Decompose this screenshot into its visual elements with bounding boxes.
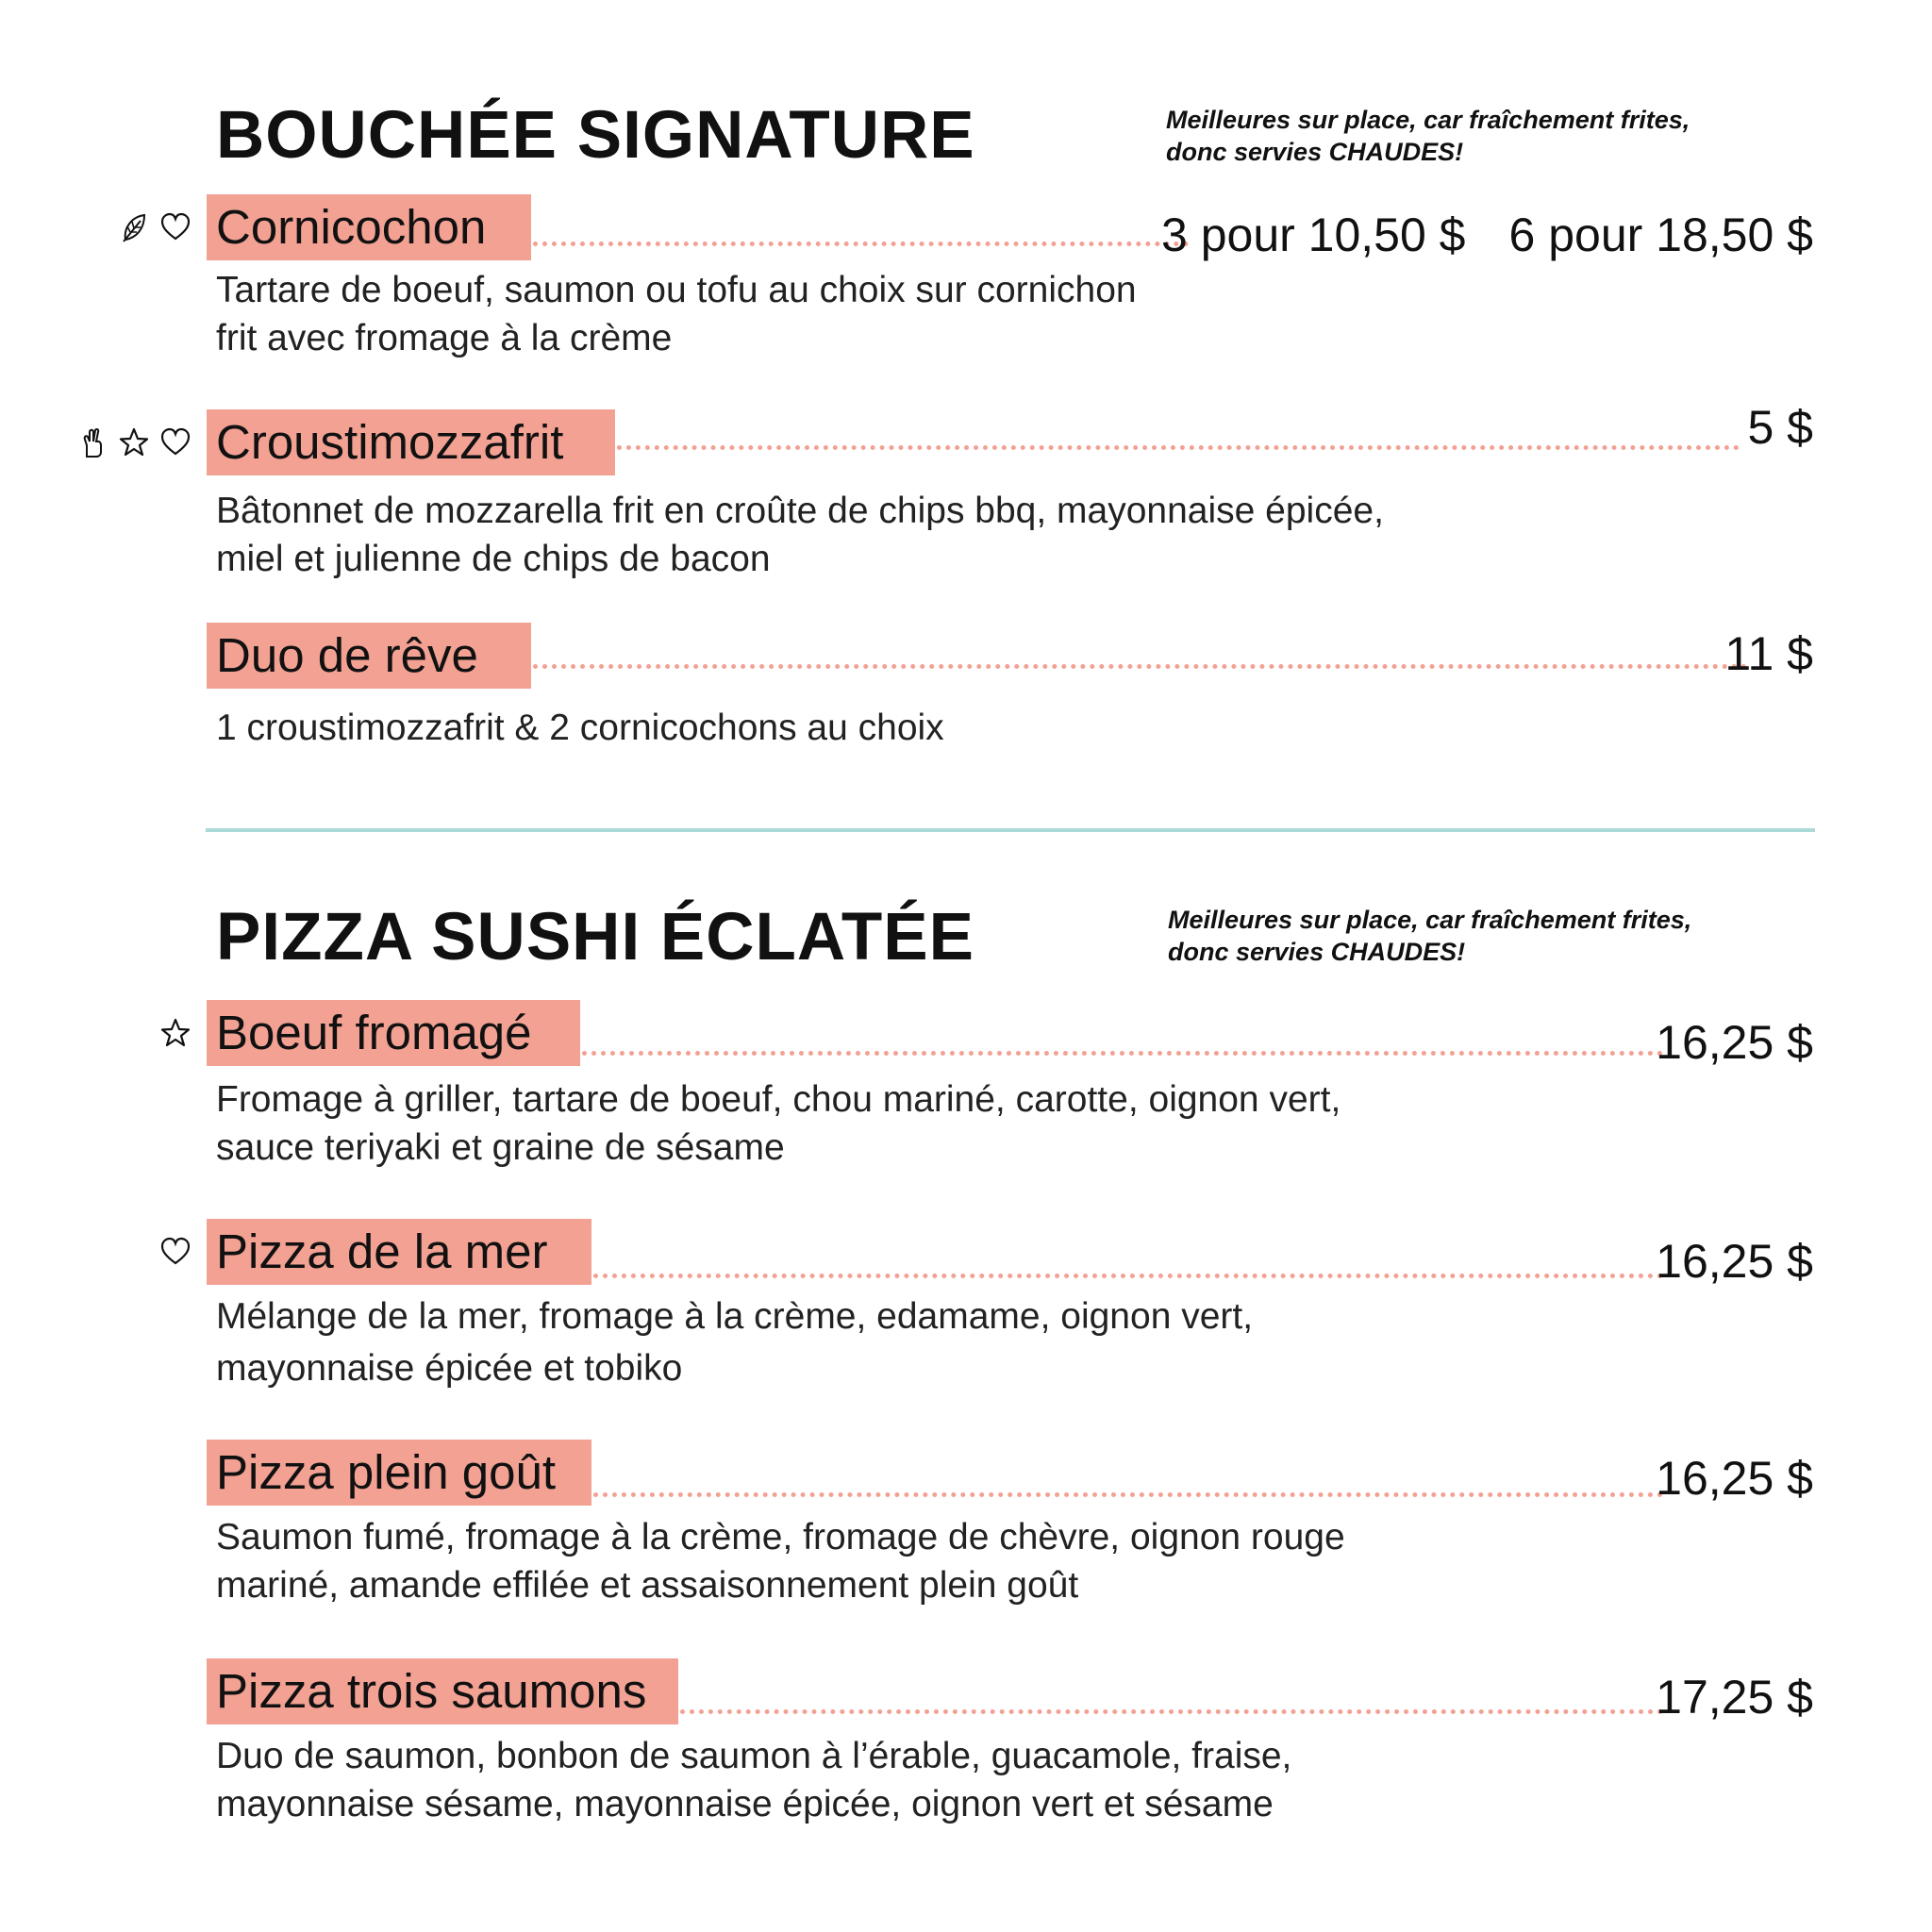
item-price: 11 $: [1724, 627, 1813, 680]
item-price: 16,25 $: [1656, 1016, 1813, 1069]
item-description: [216, 1075, 1631, 1172]
item-name: Duo de rêve: [207, 623, 531, 689]
item-name: Pizza trois saumons: [207, 1658, 678, 1724]
description-line: mayonnaise sésame, mayonnaise épicée, oignon vert et sésame: [216, 1784, 1274, 1824]
price-option: 6 pour 18,50 $: [1508, 208, 1813, 261]
star-icon: [118, 426, 150, 458]
description-line: mariné, amande effilée et assaisonnement plein goût: [216, 1565, 1079, 1606]
item-price: 17,25 $: [1656, 1671, 1813, 1724]
dotted-leader: [582, 1051, 1663, 1056]
dotted-leader: [680, 1709, 1663, 1714]
item-price: 16,25 $: [1656, 1452, 1813, 1505]
dotted-leader: [593, 1274, 1663, 1278]
leaf-icon: [118, 211, 150, 243]
heart-icon: [159, 1236, 192, 1268]
section-note: [1168, 904, 1753, 968]
description-line: 1 croustimozzafrit & 2 cornicochons au choix: [216, 708, 944, 748]
description-line: Mélange de la mer, fromage à la crème, edamame, oignon vert,: [216, 1296, 1254, 1337]
section-note-line: Meilleures sur place, car fraîchement frites,: [1166, 106, 1690, 134]
heart-icon: [159, 211, 192, 243]
description-line: miel et julienne de chips de bacon: [216, 539, 771, 579]
item-description: [216, 1513, 1631, 1609]
description-line: Saumon fumé, fromage à la crème, fromage de chèvre, oignon rouge: [216, 1517, 1345, 1557]
item-name: Cornicochon: [207, 194, 531, 260]
section-title-pizza-sushi: PIZZA SUSHI ÉCLATÉE: [216, 900, 974, 974]
description-line: Bâtonnet de mozzarella frit en croûte de chips bbq, mayonnaise épicée,: [216, 491, 1384, 531]
description-line: sauce teriyaki et graine de sésame: [216, 1127, 785, 1168]
description-line: Duo de saumon, bonbon de saumon à l’érable, guacamole, fraise,: [216, 1736, 1292, 1776]
item-name: Boeuf fromagé: [207, 1000, 580, 1066]
item-name: Pizza plein goût: [207, 1440, 591, 1506]
item-icons: [159, 1219, 192, 1285]
item-description: [216, 266, 1631, 362]
item-price: 5 $: [1747, 401, 1813, 454]
description-line: frit avec fromage à la crème: [216, 318, 673, 358]
section-note-line: donc servies CHAUDES!: [1168, 938, 1466, 966]
item-description: [216, 487, 1631, 583]
item-price: [1161, 202, 1813, 268]
section-note-line: donc servies CHAUDES!: [1166, 138, 1464, 166]
dotted-leader: [533, 664, 1747, 669]
section-note-line: Meilleures sur place, car fraîchement frites,: [1168, 906, 1692, 934]
item-name: Croustimozzafrit: [207, 409, 615, 475]
description-line: mayonnaise épicée et tobiko: [216, 1348, 683, 1389]
item-description: [216, 1732, 1631, 1828]
section-divider: [206, 828, 1815, 832]
description-line: Tartare de boeuf, saumon ou tofu au choix sur cornichon: [216, 270, 1137, 310]
dotted-leader: [533, 242, 1189, 246]
item-price: 16,25 $: [1656, 1235, 1813, 1288]
item-icons: [159, 1000, 192, 1066]
item-description: [216, 1292, 1631, 1392]
fingers-crossed-icon: [76, 426, 108, 458]
heart-icon: [159, 426, 192, 458]
section-title-bouchee: BOUCHÉE SIGNATURE: [216, 98, 975, 173]
dotted-leader: [593, 1492, 1663, 1497]
item-description: [216, 704, 1631, 752]
price-option: 3 pour 10,50 $: [1161, 208, 1466, 261]
section-note: [1166, 104, 1751, 168]
item-icons: [76, 409, 192, 475]
item-icons: [118, 194, 192, 260]
dotted-leader: [617, 445, 1740, 450]
star-icon: [159, 1017, 192, 1049]
description-line: Fromage à griller, tartare de boeuf, chou mariné, carotte, oignon vert,: [216, 1079, 1341, 1120]
item-name: Pizza de la mer: [207, 1219, 591, 1285]
